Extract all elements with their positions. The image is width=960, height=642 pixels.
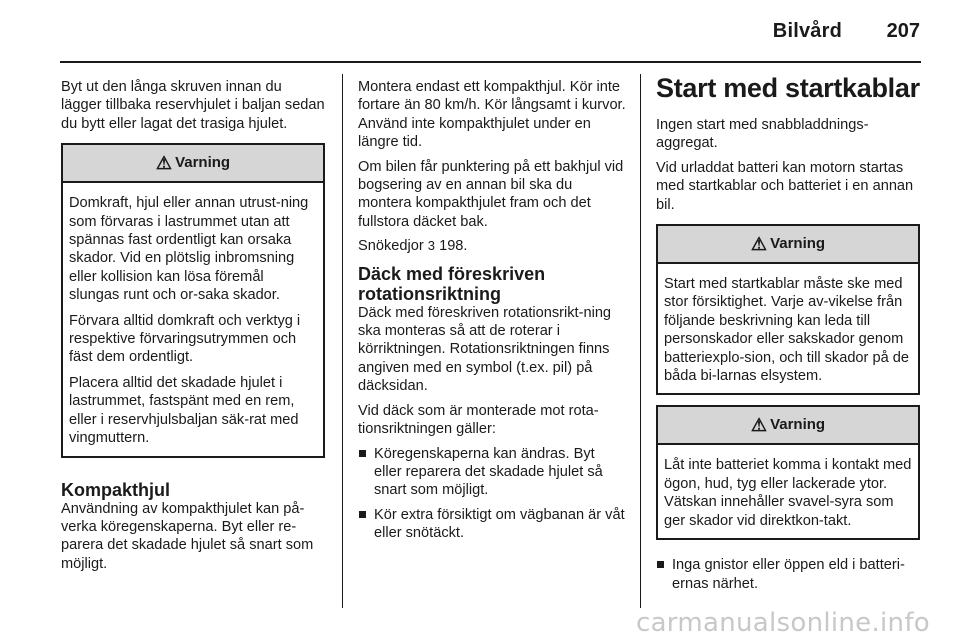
kompakthjul-paragraph: Användning av kompakthjulet kan på-verka köregenskaperna. Byt eller re-parera det skadade hjulet så snart som möjligt. — [61, 500, 314, 572]
snow-chains-label: Snökedjor — [358, 238, 424, 255]
header-rule — [60, 61, 921, 63]
paragraph: Däck med föreskriven rotationsrikt-ning ska monteras så att de roterar i körriktningen. Rotationsriktningen finns angiven med en symbol (t.ex. pil) på däcksidan. — [358, 304, 612, 395]
warning-title: Varning — [770, 234, 826, 252]
paragraph: Vid urladdat batteri kan motorn startas med startkablar och batteriet i en annan bil. — [656, 159, 914, 213]
warning-paragraph: Förvara alltid domkraft och verktyg i respektive förvaringsutrymmen och fäst dem ordentligt. — [69, 312, 301, 366]
paragraph: Om bilen får punktering på ett bakhjul vid bogsering av en annan bil ska du montera kompakthjulet fram och det fullstora däcket bak. — [358, 158, 624, 230]
warning-triangle-icon: ⚠ — [750, 234, 768, 255]
warning-paragraph: Start med startkablar måste ske med stor försiktighet. Varje av-vikelse från följande beskrivning kan leda till personskador eller sakskador genom batteriexplo-sion, och till skador på de båda bi-larnas elsystem. — [664, 276, 909, 385]
warning-paragraph: Domkraft, hjul eller annan utrust-ning som förvaras i lastrummet utan att spännas fast ordentligt kan orsaka skador. Vid en plötslig inbromsning eller kollision kan lösa föremål slungas runt och or-saka skador. — [69, 195, 309, 304]
bullet-list — [656, 556, 920, 593]
section-title: Bilvård — [772, 20, 842, 42]
page-header — [0, 0, 960, 60]
column-2 — [358, 78, 626, 549]
warning-title: Varning — [175, 154, 231, 172]
warning-box — [656, 224, 920, 395]
list-item: Kör extra försiktigt om vägbanan är våt eller snötäckt. — [358, 506, 626, 543]
watermark: carmanualsonline.info — [635, 608, 930, 638]
warning-box — [656, 405, 920, 540]
page-number: 207 — [886, 20, 920, 42]
warning-header — [658, 407, 918, 445]
column-1 — [61, 78, 325, 579]
warning-body — [658, 445, 918, 538]
heading-rotation: Däck med föreskriven rotationsriktning — [358, 263, 546, 304]
warning-body — [63, 183, 323, 455]
warning-header — [658, 226, 918, 264]
warning-body — [658, 264, 918, 393]
paragraph: Ingen start med snabbladdnings-aggregat. — [656, 117, 869, 152]
heading-startkablar: Start med startkablar — [656, 73, 920, 103]
column-3 — [656, 73, 920, 599]
paragraph: Montera endast ett kompakthjul. Kör inte fortare än 80 km/h. Kör långsamt i kurvor. Använd inte kompakthjulet under en längre tid. — [358, 79, 626, 151]
warning-triangle-icon: ⚠ — [155, 153, 173, 174]
warning-triangle-icon: ⚠ — [750, 415, 768, 436]
snow-chains-page: 198. — [439, 238, 468, 255]
warning-paragraph: Placera alltid det skadade hjulet i lastrummet, fastspänt med en rem, eller i reservhjulsbaljan säk-rat med vingmuttern. — [69, 374, 299, 447]
paragraph: Vid däck som är monterade mot rota-tionsriktningen gäller: — [358, 402, 599, 438]
bullet-list — [358, 445, 626, 543]
column-divider-2 — [640, 74, 641, 608]
snow-chains-reference — [358, 237, 626, 255]
heading-kompakthjul: Kompakthjul — [61, 479, 171, 500]
warning-title: Varning — [770, 416, 826, 434]
column-divider-1 — [342, 74, 343, 608]
warning-box — [61, 143, 325, 457]
intro-paragraph: Byt ut den långa skruven innan du lägger tillbaka reservhjulet i baljan sedan du bytt eller lagat det trasiga hjulet. — [61, 79, 325, 132]
list-item: Köregenskaperna kan ändras. Byt eller reparera det skadade hjulet så snart som möjligt. — [358, 445, 626, 500]
warning-paragraph: Låt inte batteriet komma i kontakt med ögon, hud, tyg eller lackerade ytor. Vätskan innehåller svavel-syra som ger skador vid direktkon-takt. — [664, 457, 912, 529]
warning-header — [63, 145, 323, 183]
list-item: Inga gnistor eller öppen eld i batteri-ernas närhet. — [656, 556, 920, 593]
page-reference-arrow-icon: 3 — [427, 238, 436, 254]
